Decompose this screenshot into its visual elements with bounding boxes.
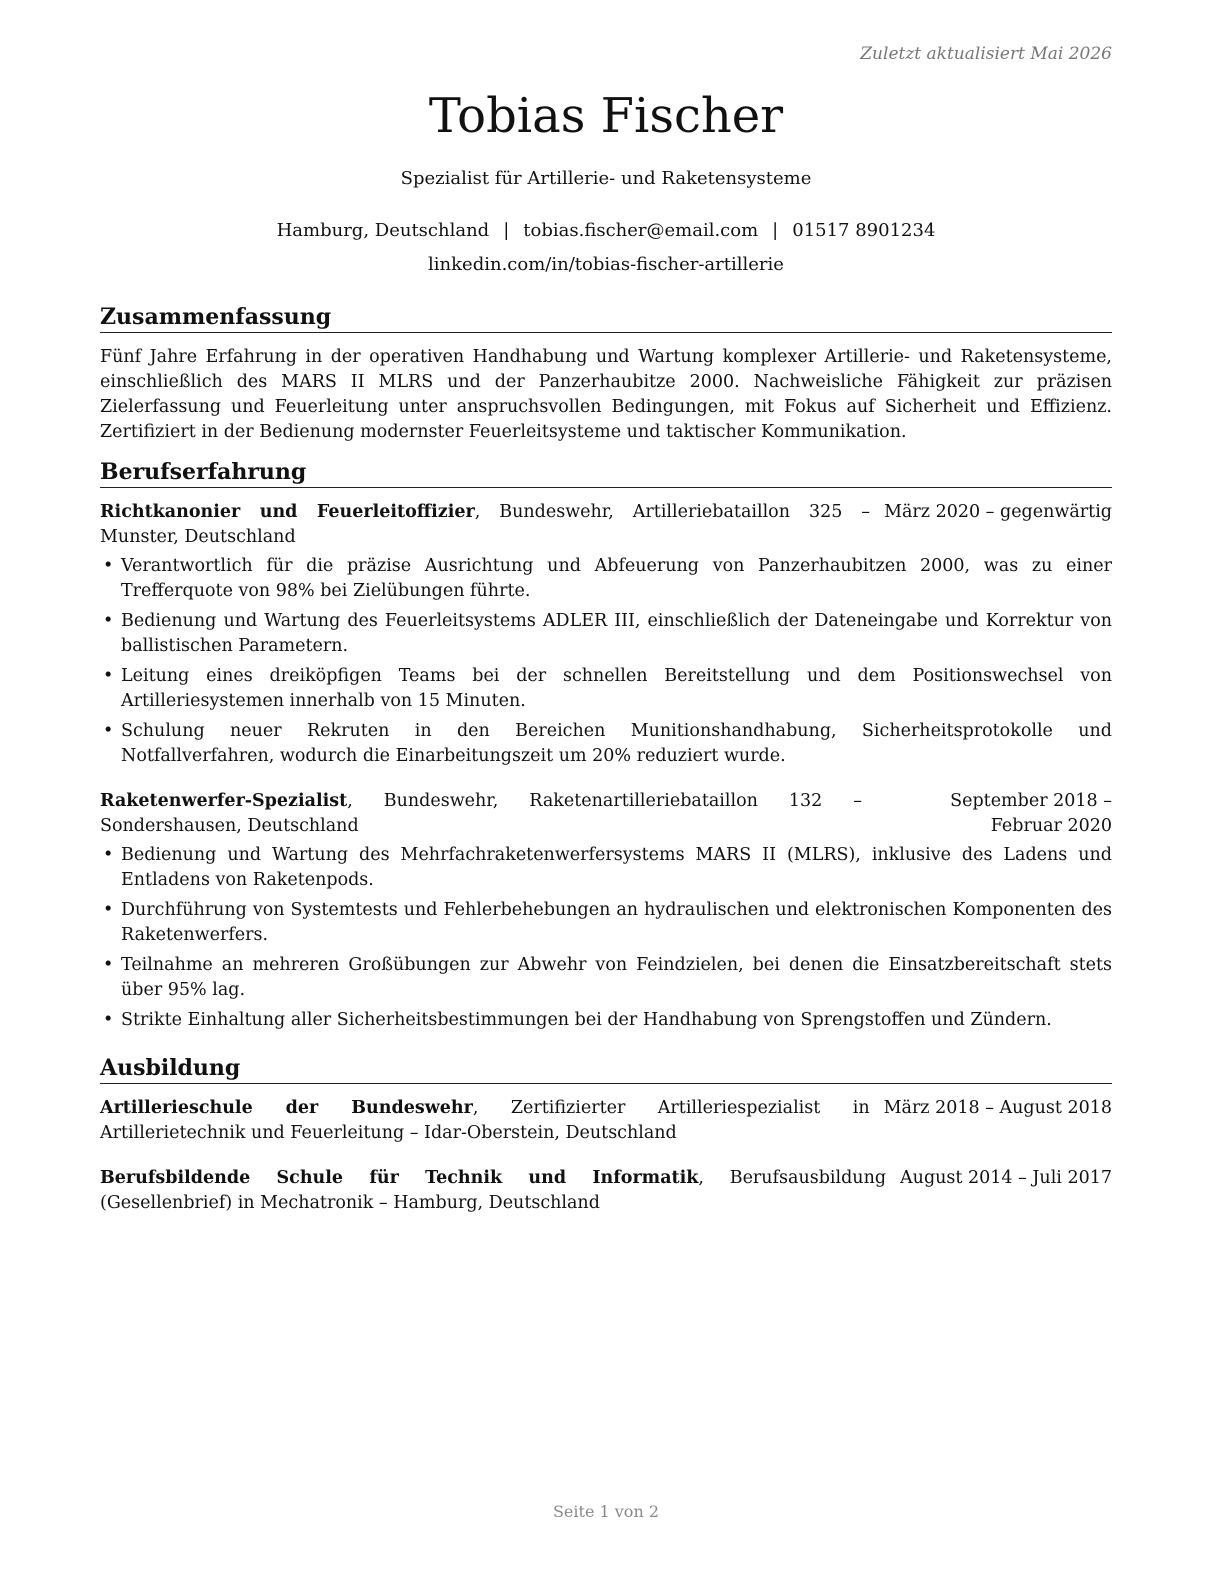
- list-item-text: Leitung eines dreiköpfigen Teams bei der schnellen Bereitstellung und dem Positionswechsel von Artilleriesystemen innerhalb von 15 Minuten.: [121, 666, 1112, 711]
- education-entry: [100, 1166, 1112, 1216]
- education-header: [100, 1166, 1112, 1216]
- job-details: , Bundeswehr, Artilleriebataillon 325 – Munster, Deutschland: [100, 502, 871, 547]
- bullet-icon: •: [103, 955, 114, 975]
- job-role: Raketenwerfer-Spezialist: [100, 791, 348, 811]
- job-header: [100, 500, 1112, 550]
- contact-location: Hamburg, Deutschland: [276, 220, 490, 241]
- list-item: [100, 719, 1112, 769]
- education-details: , Zertifizierter Artilleriespezialist in Artillerietechnik und Feuerleitung – Idar-Oberstein, Deutschland: [100, 1098, 870, 1143]
- job-description: [100, 789, 862, 839]
- bullet-icon: •: [103, 666, 114, 686]
- education-dates: März 2018 – August 2018: [883, 1098, 1112, 1118]
- bullet-icon: •: [103, 611, 114, 631]
- list-item: [100, 843, 1112, 893]
- job-entry: [100, 789, 1112, 1033]
- list-item-text: Verantwortlich für die präzise Ausrichtung und Abfeuerung von Panzerhaubitzen 2000, was zu einer Trefferquote von 98% bei Zielübungen führte.: [121, 556, 1112, 601]
- list-item: [100, 953, 1112, 1003]
- list-item: [100, 664, 1112, 714]
- section-title-summary: Zusammenfassung: [100, 302, 1112, 333]
- experience-section: [100, 457, 1112, 1033]
- summary-text: Fünf Jahre Erfahrung in der operativen Handhabung und Wartung komplexer Artillerie- und Raketensysteme, einschließlich des MARS II MLRS und der Panzerhaubitze 2000. Nachweisliche Fähigkeit zur präzisen Zielerfassung und Feuerleitung unter anspruchsvollen Bedingungen, mit Fokus auf Sicherheit und Effizienz. Zertifiziert in der Bedienung modernster Feuerleitsysteme und taktischer Kommunikation.: [100, 347, 1112, 442]
- education-school: Berufsbildende Schule für Technik und Informatik: [100, 1168, 699, 1188]
- list-item-text: Bedienung und Wartung des Mehrfachraketenwerfersystems MARS II (MLRS), inklusive des Ladens und Entladens von Raketenpods.: [121, 845, 1112, 890]
- education-description: [100, 1166, 886, 1216]
- summary-section: [100, 302, 1112, 445]
- last-updated-note: Zuletzt aktualisiert Mai 2026: [860, 44, 1112, 64]
- job-role: Richtkanonier und Feuerleitoffizier: [100, 502, 475, 522]
- page-number: Seite 1 von 2: [552, 1502, 660, 1521]
- contact-separator: |: [503, 220, 510, 241]
- contact-email-link[interactable]: tobias.fischer@email.com: [523, 220, 759, 241]
- contact-line: [100, 218, 1112, 244]
- linkedin-link[interactable]: linkedin.com/in/tobias-fischer-artillerie: [428, 254, 784, 275]
- list-item: [100, 554, 1112, 604]
- contact-separator: |: [772, 220, 779, 241]
- education-school: Artillerieschule der Bundeswehr: [100, 1098, 473, 1118]
- bullet-icon: •: [103, 845, 114, 865]
- education-dates: August 2014 – Juli 2017: [900, 1168, 1112, 1188]
- job-dates: September 2018 – Februar 2020: [950, 791, 1112, 836]
- list-item-text: Schulung neuer Rekruten in den Bereichen Munitionshandhabung, Sicherheitsprotokolle und Notfallverfahren, wodurch die Einarbeitungszeit um 20% reduziert wurde.: [121, 721, 1112, 766]
- list-item-text: Durchführung von Systemtests und Fehlerbehebungen an hydraulischen und elektronischen Komponenten des Raketenwerfers.: [121, 900, 1112, 945]
- bullet-icon: •: [103, 900, 114, 920]
- candidate-name: Tobias Fischer: [428, 88, 784, 144]
- education-header: [100, 1096, 1112, 1146]
- list-item: [100, 609, 1112, 659]
- resume-page: [100, 0, 1112, 1584]
- list-item: [100, 1008, 1112, 1033]
- bullet-icon: •: [103, 721, 114, 741]
- bullet-icon: •: [103, 1010, 114, 1030]
- job-entry: [100, 500, 1112, 769]
- contact-phone: 01517 8901234: [792, 220, 936, 241]
- job-bullet-list: [100, 554, 1112, 769]
- education-description: [100, 1096, 870, 1146]
- section-title-experience: Berufserfahrung: [100, 457, 1112, 488]
- list-item: [100, 898, 1112, 948]
- candidate-headline: Spezialist für Artillerie- und Raketensysteme: [400, 168, 812, 189]
- list-item-text: Teilnahme an mehreren Großübungen zur Abwehr von Feindzielen, bei denen die Einsatzbereitschaft stets über 95% lag.: [121, 955, 1112, 1000]
- education-entry: [100, 1096, 1112, 1146]
- job-details: , Bundeswehr, Raketenartilleriebataillon 132 – Sondershausen, Deutschland: [100, 791, 862, 836]
- list-item-text: Bedienung und Wartung des Feuerleitsystems ADLER III, einschließlich der Dateneingabe und Korrektur von ballistischen Parametern.: [121, 611, 1112, 656]
- section-title-education: Ausbildung: [100, 1053, 1112, 1084]
- education-section: [100, 1053, 1112, 1216]
- job-bullet-list: [100, 843, 1112, 1033]
- bullet-icon: •: [103, 556, 114, 576]
- job-dates: März 2020 – gegenwärtig: [884, 502, 1112, 522]
- job-header: [100, 789, 1112, 839]
- list-item-text: Strikte Einhaltung aller Sicherheitsbestimmungen bei der Handhabung von Sprengstoffen und Zündern.: [121, 1010, 1052, 1030]
- education-details: , Berufsausbildung (Gesellenbrief) in Mechatronik – Hamburg, Deutschland: [100, 1168, 887, 1213]
- resume-content: [100, 302, 1112, 1236]
- job-description: [100, 500, 870, 550]
